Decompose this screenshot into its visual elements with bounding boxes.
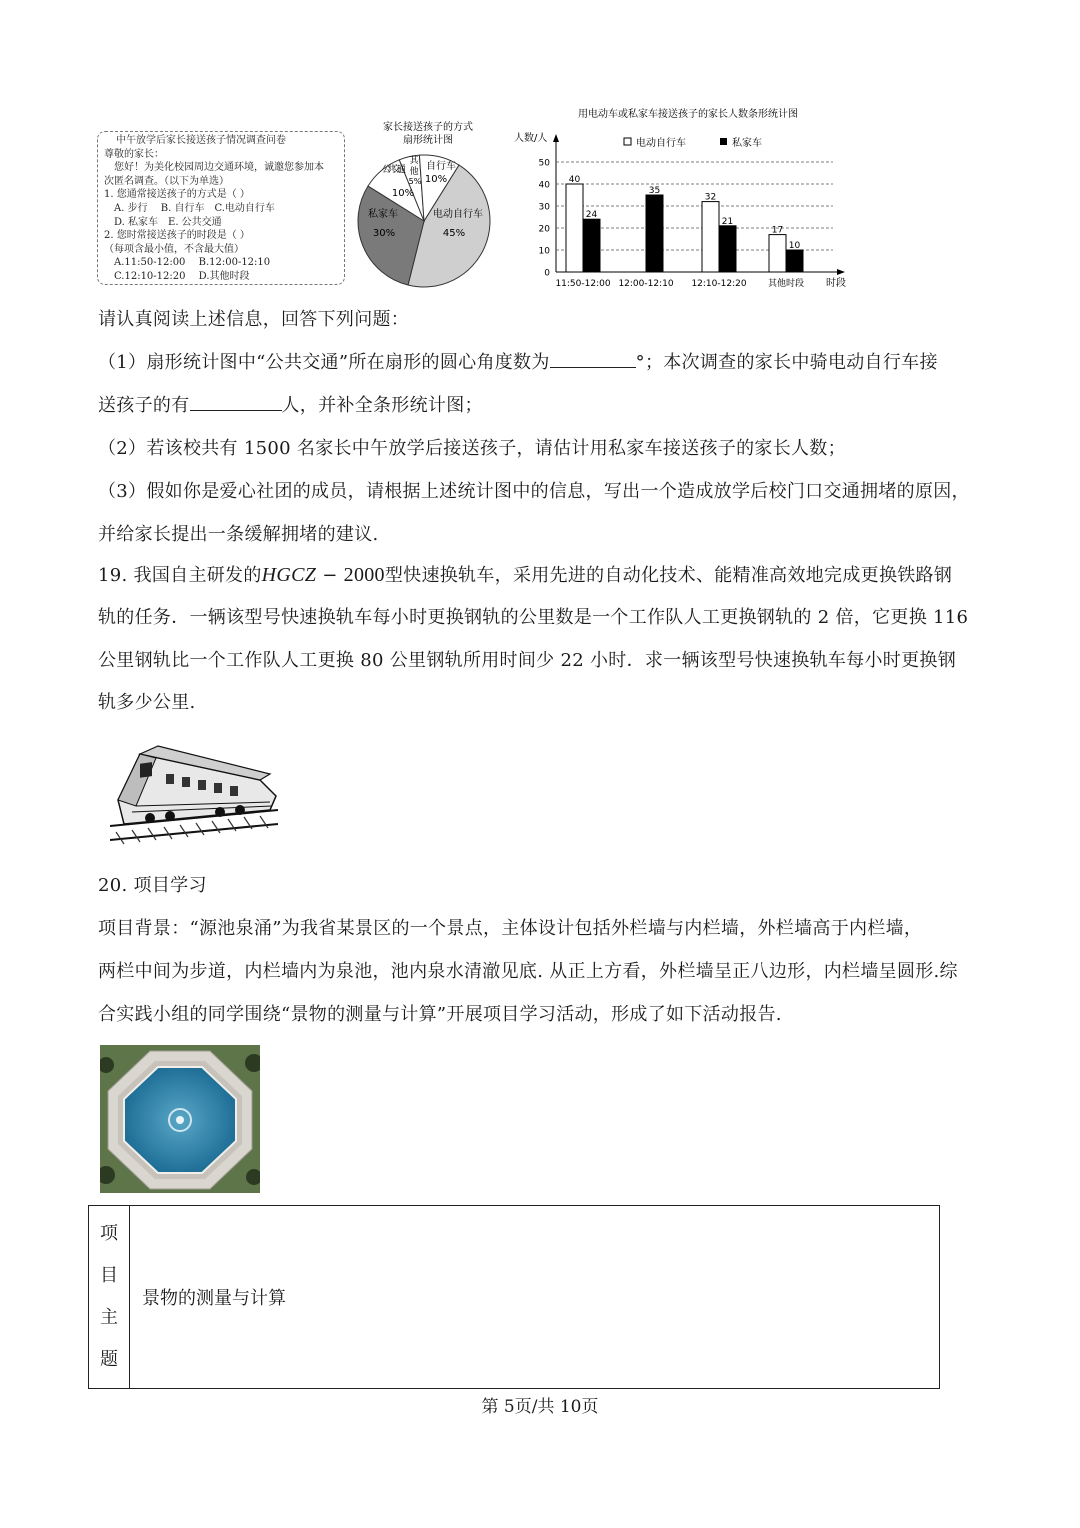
data-label: 17	[771, 225, 784, 236]
q19-line1	[98, 554, 986, 597]
pie-title-1: 家长接送孩子的方式	[383, 122, 473, 133]
table-label-char: 主	[100, 1307, 118, 1328]
y-axis-arrow	[553, 134, 559, 142]
data-label: 32	[704, 192, 717, 203]
survey-line: 1. 您通常接送孩子的方式是（ ）	[104, 189, 250, 201]
q20-line1: 项目背景：“源池泉涌”为我省某景区的一个景点，主体设计包括外栏墙与内栏墙，外栏墙高于内栏墙，	[98, 918, 923, 939]
page-footer: 第 5页/共 10页	[481, 1397, 599, 1417]
q19-line4: 轨多少公里.	[98, 692, 196, 713]
q20-heading: 20. 项目学习	[98, 875, 207, 896]
pie-label-other-1: 其	[409, 156, 419, 166]
q19-prefix: 19. 我国自主研发的	[98, 565, 262, 586]
survey-box	[97, 131, 345, 285]
bar-ebike	[566, 184, 583, 272]
project-table	[88, 1205, 940, 1389]
q18-part3-line1: （3）假如你是爱心社团的成员，请根据上述统计图中的信息，写出一个造成放学后校门口交通拥堵的原因，	[98, 481, 970, 502]
q19-dash: −	[316, 565, 344, 586]
x-tick-label: 11:50-12:00	[555, 279, 611, 289]
bar-ebike	[702, 202, 719, 272]
q18-p1d: 人，并补全条形统计图；	[281, 395, 483, 416]
q18-p1a: （1）扇形统计图中“公共交通”所在扇形的圆心角度数为	[98, 352, 550, 373]
y-tick-label: 20	[538, 224, 550, 235]
x-tick-label: 12:10-12:20	[691, 279, 747, 289]
pie-label-bike: 自行车	[426, 161, 456, 172]
survey-line: （每项含最小值，不含最大值）	[104, 243, 244, 255]
bar-car	[719, 226, 736, 272]
pie-label-ebike: 电动自行车	[433, 209, 483, 220]
bar-chart-xlabel: 时段	[826, 278, 846, 289]
survey-line: C.12:10-12:20 D.其他时段	[104, 270, 250, 282]
survey-line: D. 私家车 E. 公共交通	[104, 216, 222, 228]
x-tick-label: 12:00-12:10	[618, 279, 674, 289]
survey-line: 2. 您时常接送孩子的时段是（ ）	[104, 230, 250, 242]
table-label-char: 目	[100, 1265, 118, 1286]
x-axis-arrow	[837, 269, 845, 275]
answer-blank-angle[interactable]	[550, 341, 636, 368]
pie-label-car: 私家车	[368, 209, 398, 220]
data-label: 21	[721, 216, 734, 227]
bar-chart	[508, 104, 853, 294]
legend-swatch-ebike	[624, 138, 631, 145]
q19-num: 2000	[343, 564, 385, 586]
legend-label-ebike: 电动自行车	[636, 138, 686, 149]
q20-line3: 合实践小组的同学围绕“景物的测量与计算”开展项目学习活动，形成了如下活动报告.	[98, 1004, 782, 1025]
bar-chart-ylabel: 人数/人	[514, 133, 548, 144]
pie-pct-ebike: 45%	[442, 228, 466, 239]
legend-label-car: 私家车	[732, 138, 762, 149]
q18-part1-line2	[98, 384, 986, 427]
survey-title: 中午放学后家长接送孩子情况调查问卷	[116, 135, 286, 146]
survey-line: 尊敬的家长：	[104, 148, 164, 160]
q18-part1-line1	[98, 341, 986, 384]
legend-swatch-car	[720, 138, 727, 145]
q19-line2: 轨的任务．一辆该型号快速换轨车每小时更换钢轨的公里数是一个工作队人工更换钢轨的 2 倍，它更换 116	[98, 607, 969, 628]
pie-pct-other: 5%	[408, 177, 422, 186]
q18-intro: 请认真阅读上述信息，回答下列问题：	[98, 309, 410, 330]
train-illustration	[110, 740, 278, 850]
bar-car	[786, 250, 803, 272]
q18-part2: （2）若该校共有 1500 名家长中午放学后接送孩子，请估计用私家车接送孩子的家长人数；	[98, 438, 846, 459]
data-label: 40	[568, 175, 581, 185]
data-label: 24	[585, 210, 598, 221]
pie-pct-transit: 10%	[391, 188, 415, 199]
pie-label-transit: 公共交通	[382, 165, 406, 175]
y-tick-label: 30	[538, 202, 550, 213]
q19-line3: 公里钢轨比一个工作队人工更换 80 公里钢轨所用时间少 22 小时．求一辆该型号快速换轨车每小时更换钢	[98, 650, 956, 671]
data-label: 35	[648, 186, 661, 196]
data-label: 10	[788, 241, 801, 251]
bar-chart-title: 用电动车或私家车接送孩子的家长人数条形统计图	[578, 109, 798, 120]
survey-line: 您好！为美化校园周边交通环境，诚邀您参加本	[104, 162, 324, 174]
q19-model: HGCZ	[261, 564, 317, 586]
y-tick-label: 50	[538, 158, 550, 169]
survey-line: 次匿名调查。（以下为单选）	[104, 175, 229, 187]
q20-line2: 两栏中间为步道，内栏墙内为泉池，池内泉水清澈见底. 从正上方看，外栏墙呈正八边形，内栏墙呈圆形.综	[98, 961, 958, 982]
bar-ebike	[769, 235, 786, 272]
table-label-char: 题	[100, 1349, 118, 1370]
bar-car	[583, 219, 600, 272]
pie-pct-car: 30%	[372, 228, 396, 239]
pie-title-2: 扇形统计图	[403, 135, 453, 146]
fountain-photo	[100, 1045, 260, 1193]
y-tick-label: 40	[538, 180, 550, 191]
table-label-char: 项	[100, 1223, 118, 1244]
q18-p1c: 送孩子的有	[98, 395, 190, 416]
pie-pct-bike: 10%	[424, 174, 448, 185]
pie-label-other-2: 他	[409, 167, 419, 177]
answer-blank-count[interactable]	[190, 384, 282, 411]
q19-l1: 型快速换轨车，采用先进的自动化技术、能精准高效地完成更换铁路钢	[384, 565, 953, 586]
table-label-cell	[89, 1206, 130, 1389]
survey-line: A.11:50-12:00 B.12:00-12:10	[104, 257, 271, 269]
x-tick-label: 其他时段	[767, 279, 805, 289]
q18-p1b: °；本次调查的家长中骑电动自行车接	[635, 352, 938, 373]
pie-chart	[352, 118, 497, 290]
q18-part3-line2: 并给家长提出一条缓解拥堵的建议.	[98, 524, 379, 545]
y-tick-label: 0	[544, 268, 550, 279]
y-tick-label: 10	[538, 246, 550, 257]
table-content-cell: 景物的测量与计算	[130, 1206, 940, 1389]
bar-car	[646, 195, 663, 272]
survey-line: A. 步行 B. 自行车 C.电动自行车	[104, 202, 275, 214]
